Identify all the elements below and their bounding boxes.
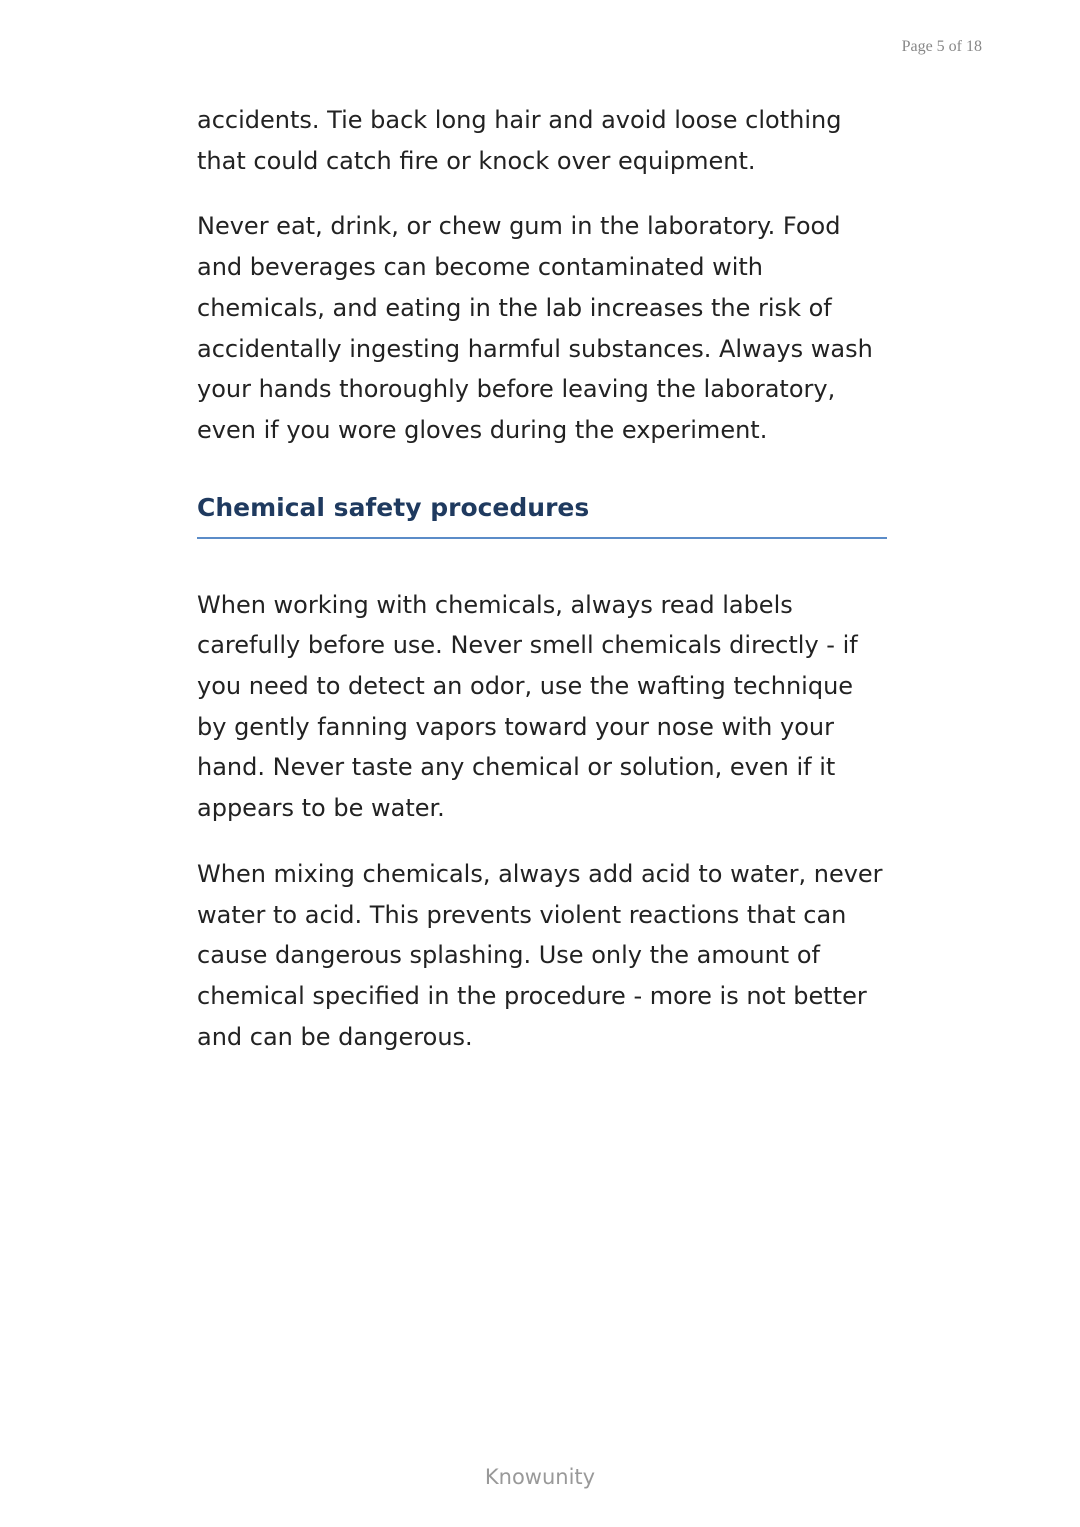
paragraph: accidents. Tie back long hair and avoid loose clothing that could catch fire or knock over equipment. xyxy=(197,106,842,175)
section-heading: Chemical safety procedures xyxy=(197,491,887,539)
document-body xyxy=(197,100,887,1082)
paragraph: When working with chemicals, always read labels carefully before use. Never smell chemicals directly - if you need to detect an odor, use the wafting technique by gently fanning vapors toward your nose with your hand. Never taste any chemical or solution, even if it appears to be water. xyxy=(197,590,858,823)
footer-brand: Knowunity xyxy=(484,1465,596,1489)
paragraph: When mixing chemicals, always add acid to water, never water to acid. This prevents violent reactions that can cause dangerous splashing. Use only the amount of chemical specified in the procedure - more is not better and can be dangerous. xyxy=(197,859,883,1051)
page-number: Page 5 of 18 xyxy=(901,38,982,55)
paragraph: Never eat, drink, or chew gum in the laboratory. Food and beverages can become contaminated with chemicals, and eating in the lab increases the risk of accidentally ingesting harmful substances. Always wash your hands thoroughly before leaving the laboratory, even if you wore gloves during the experiment. xyxy=(197,212,873,444)
